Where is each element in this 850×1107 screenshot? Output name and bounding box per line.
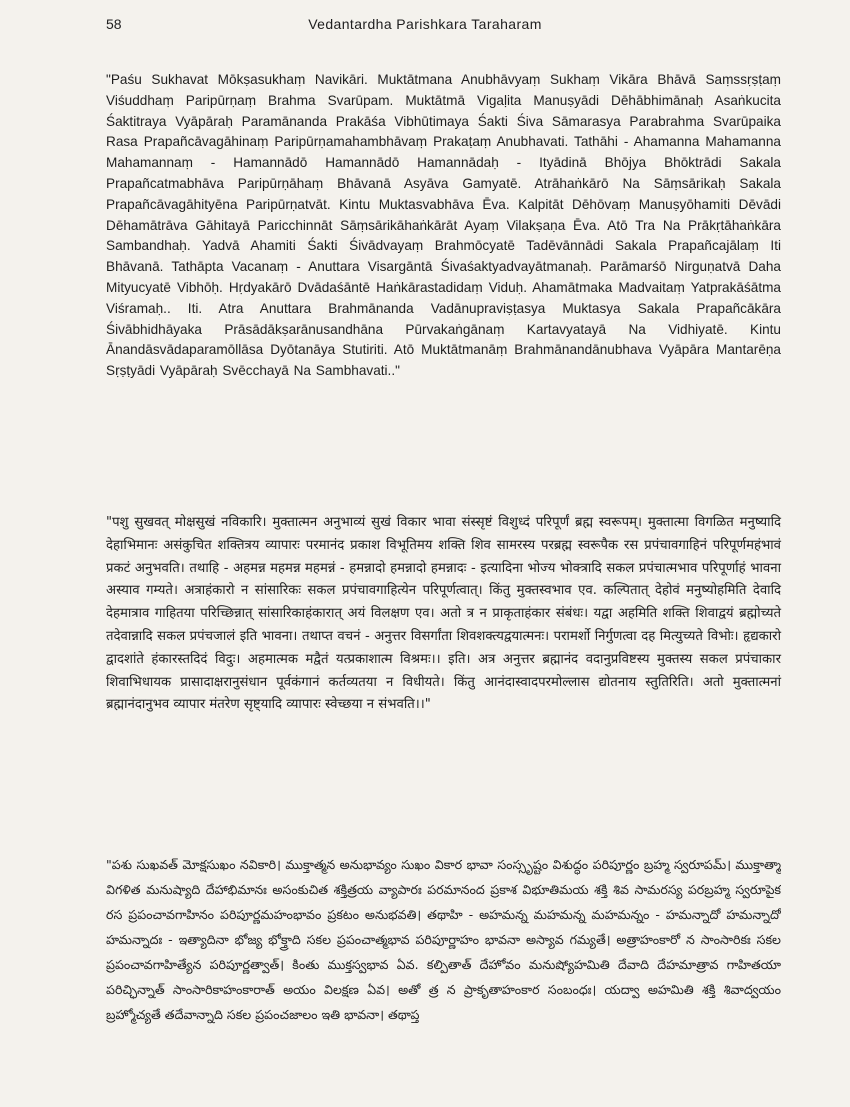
running-title: Vedantardha Parishkara Taraharam	[308, 16, 542, 32]
telugu-paragraph: "పశు సుఖవత్ మోక్షసుఖం నవికారి। ముక్తాత్మన అనుభావ్యం సుఖం వికార భావా సంస్సృష్టం విశుద్ధం పరిపూర్ణం బ్రహ్మ స్వరూపమ్। ముక్తాత్మా విగళిత మనుష్యాది దేహాభిమానః అసంకుచిత శక్తిత్రయ వ్యాపారః పరమానంద ప్రకాశ విభూతిమయ శక్తి శివ సామరస్య పరబ్రహ్మ స్వరూపైక రస ప్రపంచావగాహినం పరిపూర్ణమహంభావం ప్రకటం అనుభవతి। తథాహి - అహమన్న మహమన్న మహమన్నం - హమన్నాదో హమన్నాదో హమన్నాదః - ఇత్యాదినా భోజ్య భోక్త్రాది సకల ప్రపంచాత్మభావ పరిపూర్ణాహం భావనా అస్యావ గమ్యతే। అత్రాహంకారో న సాంసారికః సకల ప్రపంచావగాహిత్యేన పరిపూర్ణత్వాత్। కింతు ముక్తస్వభావ ఏవ. కల్పితాత్ దేహోవం మనుష్యోహమితి దేవాది దేహమాత్రావ గాహితయా పరిచ్ఛిన్నాత్ సాంసారికాహంకారాత్ అయం విలక్షణ ఏవ। అతో త్ర న ప్రాకృతాహంకార సంబంధః। యద్వా అహమితి శక్తి శివాద్వయం బ్రహ్మోచ్యతే తదేవాన్నాది సకల ప్రపంచజాలం ఇతి భావనా। తథాప్త	[106, 857, 781, 1022]
devanagari-block	[106, 512, 781, 830]
page-number: 58	[106, 16, 122, 32]
devanagari-paragraph: "पशु सुखवत् मोक्षसुखं नविकारि। मुक्तात्मन अनुभाव्यं सुखं विकार भावा संस्सृष्टं विशुध्दं परिपूर्णं ब्रह्म स्वरूपम्। मुक्तात्मा विगळित मनुष्यादि देहाभिमानः असंकुचित शक्तित्रय व्यापारः परमानंद प्रकाश विभूतिमय शक्ति शिव सामरस्य परब्रह्म स्वरूपैक रस प्रपंचावगाहिनं परिपूर्णमहंभावं प्रकटं अनुभवति। तथाहि - अहमन्न महमन्न महमन्नं - हमन्नादो हमन्नादो हमन्नादः - इत्यादिना भोज्य भोक्त्रादि सकल प्रपंचात्मभाव परिपूर्णाहं भावना अस्याव गम्यते। अत्राहंकारो न सांसारिकः सकल प्रपंचावगाहित्येन परिपूर्णत्वात्। किंतु मुक्तस्वभाव एव. कल्पितात् देहोवं मनुष्योहमिति देवादि देहमात्राव गाहितया परिच्छिन्नात् सांसारिकाहंकारात् अयं विलक्षण एव। अतो त्र न प्राकृताहंकार संबंधः। यद्वा अहमिति शक्ति शिवाद्वयं ब्रह्मोच्यते तदेवान्नादि सकल प्रपंचजालं इति भावना। तथाप्त वचनं - अनुत्तर विसर्गांता शिवशक्त्यद्वयात्मनः। परामर्शो निर्गुणत्वा दह मित्युच्यते विभोः। हृद्यकारो द्वादशांते हंकारस्तदिदं विदुः। अहमात्मक मद्वैतं यत्प्रकाशात्म विश्रमः।। इति। अत्र अनुत्तर ब्रह्मानंद वदानुप्रविष्टस्य मुक्तस्य सकल प्रपंचाकार शिवाभिधायक प्रासादाक्षरानुसंधान पूर्वकंगानं कर्तव्यतया न विधीयते। किंतु आनंदास्वादपरमोल्लास द्योतनाय स्तुतिरिति। अतो मुक्तात्मनां ब्रह्मानंदानुभव व्यापार मंतरेण सृष्ट्यादि व्यापारः स्वेच्छया न संभवति।।"	[106, 515, 781, 713]
roman-transliteration-block	[106, 70, 781, 488]
telugu-block	[106, 852, 781, 1092]
page-header	[0, 12, 850, 40]
roman-paragraph: "Paśu Sukhavat Mōkṣasukhaṃ Navikāri. Muktātmana Anubhāvyaṃ Sukhaṃ Vikāra Bhāvā Saṃssṛṣṭaṃ Viśuddhaṃ Paripūrṇaṃ Brahma Svarūpam. Muktātmā Vigaḷita Manuṣyādi Dēhābhimānaḥ Asaṅkucita Śaktitraya Vyāpāraḥ Paramānanda Prakāśa Vibhūtimaya Śakti Śiva Sāmarasya Parabrahma Svarūpaika Rasa Prapañcāvagāhinaṃ Paripūrṇamahambhāvaṃ Prakaṭaṃ Anubhavati. Tathāhi - Ahamanna Mahamanna Mahamannaṃ - Hamannādō Hamannādō Hamannādaḥ - Ityādinā Bhōjya Bhōktrādi Sakala Prapañcatmabhāva Paripūrṇāhaṃ Bhāvanā Asyāva Gamyatē. Atrāhaṅkārō Na Sāṃsārikaḥ Sakala Prapañcāvagāhityēna Paripūrṇatvāt. Kintu Muktasvabhāva Ēva. Kalpitāt Dēhōvaṃ Manuṣyōhamiti Dēvādi Dēhamātrāva Gāhitayā Paricchinnāt Sāṃsārikāhaṅkārāt Ayaṃ Vilakṣaṇa Ēva. Atō Tra Na Prākṛtāhaṅkāra Sambandhaḥ. Yadvā Ahamiti Śakti Śivādvayaṃ Brahmōcyatē Tadēvānnādi Sakala Prapañcajālaṃ Iti Bhāvanā. Tathāpta Vacanaṃ - Anuttara Visargāntā Śivaśaktyadvayātmanaḥ. Parāmarśō Nirguṇatvā Daha Mityucyatē Vibhōḥ. Hṛdyakārō Dvādaśāntē Haṅkārastadidaṃ Viduḥ. Ahamātmaka Madvaitaṃ Yatprakāśātma Viśramaḥ.. Iti. Atra Anuttara Brahmānanda Vadānupraviṣṭasya Muktasya Sakala Prapañcākāra Śivābhidhāyaka Prāsādākṣarānusandhāna Pūrvakaṅgānaṃ Kartavyatayā Na Vidhiyatē. Kintu Ānandāsvādaparamōllāsa Dyōtanāya Stutiriti. Atō Muktātmanāṃ Brahmānandānubhava Vyāpāra Mantarēṇa Sṛṣṭyādi Vyāpāraḥ Svēcchayā Na Sambhavati.."	[106, 72, 781, 379]
